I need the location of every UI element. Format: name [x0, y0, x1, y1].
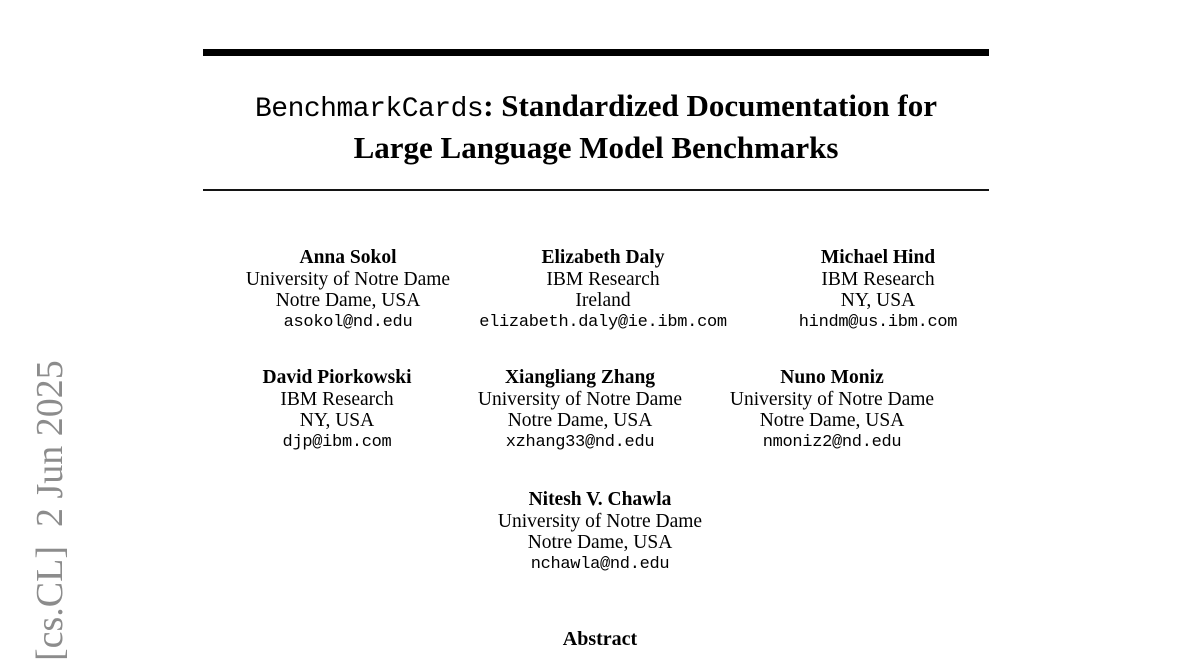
author-affiliation: IBM Research [546, 268, 660, 290]
author-location: Ireland [575, 290, 631, 311]
author-name: David Piorkowski [262, 367, 412, 388]
author-email: elizabeth.daly@ie.ibm.com [479, 312, 727, 332]
author-name: Anna Sokol [299, 247, 397, 268]
author-affiliation: IBM Research [821, 268, 935, 290]
author-block-elizabeth-daly [479, 247, 727, 333]
author-affiliation: University of Notre Dame [497, 510, 703, 532]
author-email: hindm@us.ibm.com [798, 312, 958, 332]
title-monospace-part: BenchmarkCards [254, 94, 484, 125]
author-location: Notre Dame, USA [275, 290, 421, 311]
author-affiliation: University of Notre Dame [245, 268, 451, 290]
author-block-nuno-moniz [730, 367, 934, 453]
author-email: asokol@nd.edu [283, 312, 413, 332]
title-line-2: Large Language Model Benchmarks [353, 130, 839, 165]
title-bottom-rule [203, 189, 989, 191]
author-name: Elizabeth Daly [541, 247, 665, 268]
author-name: Nuno Moniz [780, 367, 884, 388]
author-location: NY, USA [299, 410, 375, 431]
title-line-1 [203, 87, 989, 129]
author-name: Xiangliang Zhang [504, 367, 656, 388]
author-location: Notre Dame, USA [759, 410, 905, 431]
author-block-david-piorkowski [263, 367, 412, 453]
author-block-nitesh-chawla [498, 489, 702, 575]
author-affiliation: University of Notre Dame [477, 388, 683, 410]
paper-title [203, 87, 989, 167]
author-location: Notre Dame, USA [507, 410, 653, 431]
author-location: NY, USA [840, 290, 916, 311]
abstract-heading: Abstract [562, 628, 638, 650]
author-email: djp@ibm.com [282, 432, 392, 452]
title-top-rule [203, 49, 989, 56]
author-email: nchawla@nd.edu [530, 554, 670, 574]
author-block-xiangliang-zhang [478, 367, 682, 453]
author-location: Notre Dame, USA [527, 532, 673, 553]
author-block-anna-sokol [246, 247, 450, 333]
author-name: Nitesh V. Chawla [528, 489, 672, 510]
author-name: Michael Hind [820, 247, 936, 268]
author-block-michael-hind [799, 247, 957, 333]
arxiv-sidebar-stamp: [cs.CL] 2 Jun 2025 [29, 360, 71, 661]
author-affiliation: IBM Research [280, 388, 394, 410]
title-serif-part: : Standardized Documentation for [483, 88, 938, 123]
author-email: nmoniz2@nd.edu [762, 432, 902, 452]
author-affiliation: University of Notre Dame [729, 388, 935, 410]
author-email: xzhang33@nd.edu [505, 432, 655, 452]
